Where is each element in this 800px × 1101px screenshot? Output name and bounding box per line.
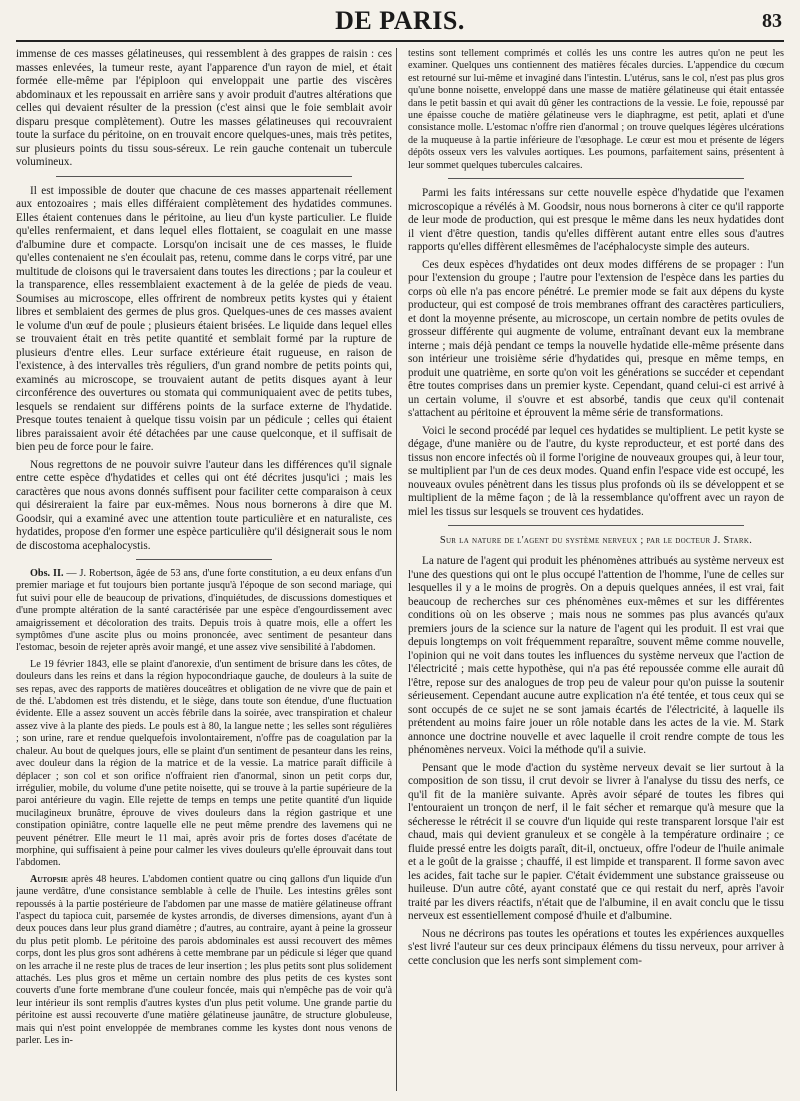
paragraph: immense de ces masses gélatineuses, qui ressemblent à des grappes de raisin : ces masses enlevées, la tumeur reste, ayant l'apparence d'un rayon de miel, et était formée elle-même par l'épiploon qui enveloppait une partie des viscères abdominaux et les repoussait en arrière sans y avoir produit d'autres altérations que celles qui devaient résulter de la pression (c'est ainsi que le foie semblait avoir disparu presque complètement). Outre les masses gélatineuses qui recouvraient toute la surface du péritoine, on en trouvait encore quelques-unes, mais très petites, sur plusieurs points du tissu sous-séreux. Le rein gauche contenait un tubercule volumineux. — [16, 48, 392, 168]
autopsy-paragraph — [16, 874, 392, 1048]
paragraph: Nous ne décrirons pas toutes les opérations et toutes les expériences auxquelles s'est livré l'auteur sur ces deux principaux élémens du tissu nerveux, pour arriver à cette conclusion que les nerfs sont simplement com- — [408, 927, 784, 967]
running-title: DE PARIS. — [335, 6, 465, 35]
observation-block — [16, 568, 392, 1047]
observation-text: — J. Robertson, âgée de 53 ans, d'une forte constitution, a eu deux enfans d'un premier mariage et fut toujours bien portante jusqu'à l'époque de son second mariage, qui fut suivi pour elle de beaucoup de privations, d'inquiétudes, de discussions domestiques et d'une prompte altération de la santé caractérisée par une espèce d'engourdissement avec amaigrissement et décoloration des traits. Depuis trois à quatre mois, elle a offert les symptômes d'une ascite plus ou moins prononcée, avec sentiment de pesanteur dans l'estomac, besoin de rejeter après avoir mangé, et une assez vive sensibilité à l'abdomen. — [16, 568, 392, 654]
observation-paragraph — [16, 568, 392, 655]
right-column — [408, 48, 784, 1095]
autopsy-text: après 48 heures. L'abdomen contient quatre ou cinq gallons d'un liquide d'un jaune verdâtre, d'une consistance semblable à celle de l'huile. Les intestins grêles sont repoussés à la partie postérieure de l'abdomen par une masse de matière gélatineuse offrant l'aspect du tapioca cuit, parsemée de kystes arrondis, de diverses dimensions, ayant d'un à deux pouces dans leur plus grand diamètre ; d'autres, au contraire, ayant à peine la grosseur du plus petit plomb. Le péritoine des parois abdominales est aussi recouvert des mêmes corps, dont les plus gros sont adhérens à cette membrane par un pédicule si léger que quand on les arrache il ne reste plus de traces de leur insertion ; les plus petits sont plus solidement attachés. Les plus gros et même un certain nombre des plus petits de ces kystes sont couverts d'une forte membrane d'une couleur foncée, mais qui n'empêche pas de voir qu'à leur intérieur ils sont remplis d'autres kystes d'un plus petit volume. Une grande partie du péritoine est aussi recouverte d'une matière gélatineuse jaunâtre, de structure globuleuse, mais qui n'est point enveloppée de membranes comme les kystes dont nous venons de parler. Les in- — [16, 873, 392, 1047]
article-title: Sur la nature de l'agent du système nerveux ; par le docteur J. Stark. — [439, 535, 753, 547]
page-header — [0, 0, 800, 40]
paragraph: Il est impossible de douter que chacune de ces masses appartenait réellement aux entozoaires ; mais elles différaient complètement des hydatides communes. Elles étaient contenues dans le péritoine, au lieu d'un kyste particulier. Le fluide qu'elles renfermaient, et dans lequel elles flottaient, se coagulait en une masse d'albumine dure et compacte. Lorsqu'on incisait une de ces masses, le fluide qu'elles contenaient ne s'en écoulait pas, retenu, comme dans le corps vitré, par une multitude de cloisons qui le traversaient dans toutes les directions ; par la couleur et la transparence, elles ressemblaient exactement à de la gelée de pieds de veau. Soumises au microscope, elles offrirent de nombreux petits kystes qui y étaient libres et semblaient des germes de plus gros. Quelques-unes de ces masses avaient le volume d'un œuf de poule ; plusieurs étaient brisées. Le liquide dans lequel elles se trouvaient était en très petite quantité et semblait formé par la rupture de plusieurs d'entre elles. Leur surface extérieure était rugueuse, en raison de l'existence, à des intervalles très réguliers, d'un grand nombre de petits points qui, examinés au microscope, se trouvaient autant de petits disques ayant à leur circonférence des ouvertures ou stomata qui communiquaient avec de petits tubes, lesquels se rendaient sur différens points de la surface externe de l'hydatide. Presque toutes tenaient à quelque tissu voisin par un pédicule ; celles qui étaient libres paraissaient avoir été détachées par une cause quelconque, et il suffisait de bien peu de force pour le faire. — [16, 184, 392, 453]
left-column — [16, 48, 392, 1095]
paragraph: Nous regrettons de ne pouvoir suivre l'auteur dans les différences qu'il signale entre cette espèce d'hydatides et celles qui ont été décrites jusqu'ici ; mais les caractères que nous avons donnés suffisent pour faciliter cette comparaison à ceux qui désireraient la faire par eux-mêmes. Nous nous bornerons à dire que M. Goodsir, qui a examiné avec une attention toute particulière et en naturaliste, ces hydatides, propose d'en former une espèce particulière qu'il désignerait sous le nom de discostoma acephalocystis. — [16, 458, 392, 552]
divider — [56, 176, 352, 177]
paragraph: La nature de l'agent qui produit les phénomènes attribués au système nerveux est l'une des questions qui ont le plus occupé l'attention de l'homme, l'une de celles sur lesquelles il y a le moins de progrès. On a depuis quelques années, il est vrai, fait beaucoup de recherches sur ces phénomènes eux-mêmes et sur les différentes conditions où on les observe ; mais nous ne sommes pas plus avancés qu'aux premiers jours de la science sur la nature de l'agent qui les produit. Il est vrai que depuis longtemps on voit fréquemment reparaître, souvent même comme nouvelle, l'opinion qui ne voit dans toutes les influences du système nerveux que l'action de l'électricité ; mais cette hypothèse, qui n'a pas été repoussée comme elle aurait dû l'être, repose sur des analogues de trop peu de valeur pour qu'on puisse la soutenir sérieusement. Cependant aucune autre explication n'a été tentée, et tous ceux qui se sont occupés de ce sujet ne se sont jamais écartés de l'électricité, à laquelle ils prétendent au moins faire jouer un rôle notable dans les actes de la vie. M. Stark annonce une doctrine nouvelle et avec laquelle il croit rendre compte de tous les phénomènes nerveux. Voici la méthode qu'il a suivie. — [408, 555, 784, 757]
divider — [136, 559, 272, 560]
autopsy-label: Autopsie — [30, 873, 68, 885]
paragraph: Parmi les faits intéressans sur cette nouvelle espèce d'hydatide que l'examen microscopique a révélés à M. Goodsir, nous nous bornerons à citer ce qu'il rapporte de leur mode de production, qui est presque le même dans les neux hydatides dont il vient d'être question, tandis qu'elles diffèrent autant entre elles sous d'autres rapports qu'elles diffèrent ellesmêmes de l'acéphalocyste simple des auteurs. — [408, 187, 784, 254]
observation-label: Obs. II. — [30, 568, 64, 579]
observation-continuation — [408, 48, 784, 172]
paragraph: Pensant que le mode d'action du système nerveux devait se lier surtout à la composition de son tissu, il crut devoir se livrer à l'analyse du tissu des nerfs, ce qu'il fit de la manière suivante. Après avoir séparé de toutes les fibres qui l'entouraient un tronçon de nerf, il le fait sécher et remarque qu'à mesure que la sécheresse le rétrécit il se couvre d'un liquide qui reste transparent lorsque l'air est chaud, mais qui devient granuleux et se congèle à la température ordinaire ; ce fluide pressé entre les doigts paraît, dit-il, onctueux, offre l'odeur de l'huile animale et a le goût de la graisse ; chauffé, il est limpide et transparent. Il forme savon avec les acides, fait tache sur le papier. C'était évidemment une substance graisseuse ou huileuse. D'un autre côté, ayant constaté que ce qui restait du nerf, après l'avoir traité par les divers réactifs, n'était que de l'albumine, il en avait conclu que le tissu nerveux est essentiellement composé d'huile et d'albumine. — [408, 761, 784, 923]
divider — [448, 178, 744, 179]
divider — [448, 525, 744, 526]
paragraph: testins sont tellement comprimés et collés les uns contre les autres qu'on ne peut les examiner. Quelques uns contiennent des matières fécales durcies. L'appendice du cœcum est retourné sur lui-même et invaginé dans l'intestin. L'utérus, sans le col, n'est pas plus gros qu'une bonne noisette, enveloppé dans une masse de matière gélatineuse qui était entassée dans le petit bassin et qui avait dû gêner les contractions de la vessie. Le foie, repoussé par une épaisse couche de matière gélatineuse vers le diaphragme, est petit, aplati et d'une consistance molle. L'estomac n'offre rien d'anormal ; on trouve quelques légères ulcérations de la muqueuse à la partie inférieure de l'œsophage. Le cœur est mou et présente de légers dépôts osseux vers les valvules aortiques. Les poumons, parfaitement sains, présentent à leur sommet quelques tubercules calcaires. — [408, 48, 784, 171]
page-number: 83 — [762, 10, 782, 32]
paragraph: Ces deux espèces d'hydatides ont deux modes différens de se propager : l'un pour l'extension du groupe ; l'autre pour l'extension de l'espèce dans les parties du corps où elle n'a pas encore pénétré. Le premier mode se fait aux dépens du kyste producteur, qui est composé de trois membranes offrant des caractères particuliers, et dont la moyenne présente, au microscope, un certain nombre de petits ovules de grosseur différente qui augmente de volume, entraînant devant eux la membrane interne ; mais déjà pendant ce temps la nouvelle hydatide elle-même présente dans son intérieur une troisième série d'hydatides qui, presque en même temps, en produit une quatrième, en sorte qu'on voit les générations se succéder et cependant être toutes comprises dans un premier kyste. Cependant, quand celui-ci est arrivé à un certain volume, il s'ouvre et est absorbé, tandis que ceux qu'il contenait s'attachent au péritoine et éprouvent la même série de transformations. — [408, 258, 784, 420]
header-rule — [16, 40, 784, 42]
observation-paragraph: Le 19 février 1843, elle se plaint d'anorexie, d'un sentiment de brisure dans les côtes, de douleurs dans les reins et dans la région hypocondriaque gauche, de douleurs à la suite de ses repas, avec des rapports de matières douceâtres et obligation de ne vivre que de pain et de thé. L'abdomen est très distendu, et le siège, dans toute son étendue, d'une fluctuation évidente. Elle a assez souvent un accès fébrile dans la soirée, avec transpiration et chaleur assez vive à la plante des pieds. Le pouls est à 80, la langue nette ; les selles sont régulières ; son urine, rare et rendue quelquefois involontairement, n'offre pas de coagulation par la chaleur. Au bout de quelques jours, elle se plaint d'un sentiment de pesanteur dans les reins, avec douleur dans la région de la matrice et de la vessie. La matrice paraît difficile à déplacer ; son col et son orifice n'offraient rien d'anormal, sinon un petit corps dur, irrégulier, mobile, du volume d'une petite noisette, qui se trouve à la partie supérieure de la paroi antérieure du vagin. Elle rejette de temps en temps une petite quantité d'un liquide mucilagineux brunâtre, éprouve de vives douleurs dans la région gastrique et une constipation opiniâtre, contre laquelle elle ne peut même prendre des lavemens qui ne peuvent pénétrer. Elle meurt le 11 mai, après avoir pris de fortes doses d'acétate de morphine, qui suffisaient à peine pour calmer les vives douleurs qu'elle éprouvait dans tout l'abdomen. — [16, 658, 392, 869]
column-divider — [396, 48, 397, 1091]
paragraph: Voici le second procédé par lequel ces hydatides se multiplient. Le petit kyste se dégage, d'une manière ou de l'autre, du kyste reproducteur, et est porté dans des tissus non encore infectés où il forme l'origine de nouveaux groupes qui, à leur tour, se multiplient par l'un de ces deux modes. Quand enfin l'espace vide est occupé, les nouveaux ovules pénètrent dans les tissus plus profonds où ils se développent et se multiplient de la même façon ; de là la ressemblance qu'offrent avec un rayon de miel les tissus sur lesquels se trouvent ces hydatides. — [408, 424, 784, 518]
